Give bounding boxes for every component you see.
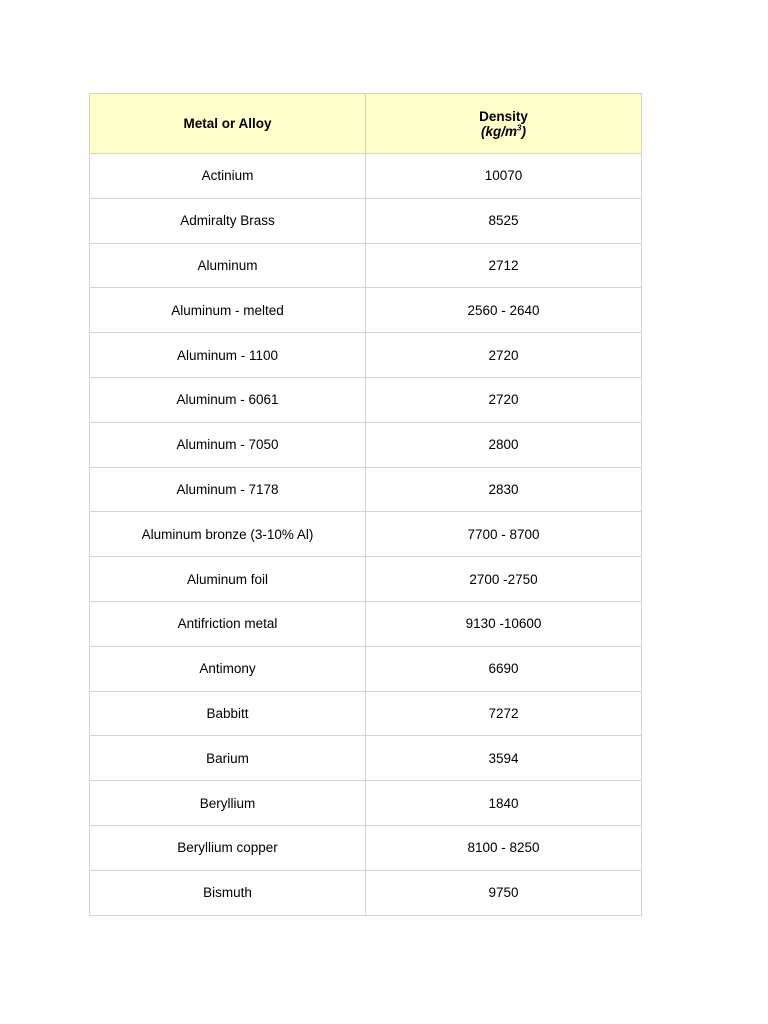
metal-cell: Aluminum - 6061: [90, 377, 366, 422]
metal-cell: Babbitt: [90, 691, 366, 736]
metal-cell: Barium: [90, 736, 366, 781]
header-row: [90, 94, 642, 154]
density-cell: 8100 - 8250: [366, 825, 642, 870]
metal-cell: Aluminum - melted: [90, 288, 366, 333]
table-header: [90, 94, 642, 154]
table-row: [90, 781, 642, 826]
density-table: [89, 93, 642, 916]
table-row: [90, 736, 642, 781]
metal-cell: Antifriction metal: [90, 601, 366, 646]
metal-cell: Aluminum foil: [90, 557, 366, 602]
table-row: [90, 512, 642, 557]
density-cell: 2712: [366, 243, 642, 288]
metal-cell: Aluminum - 7050: [90, 422, 366, 467]
table-row: [90, 467, 642, 512]
density-cell: 7272: [366, 691, 642, 736]
metal-cell: Aluminum - 7178: [90, 467, 366, 512]
unit-close: ): [521, 123, 526, 139]
table-row: [90, 691, 642, 736]
table-row: [90, 646, 642, 691]
metal-cell: Admiralty Brass: [90, 198, 366, 243]
density-cell: 6690: [366, 646, 642, 691]
density-cell: 3594: [366, 736, 642, 781]
table-row: [90, 333, 642, 378]
metal-cell: Beryllium: [90, 781, 366, 826]
metal-cell: Aluminum: [90, 243, 366, 288]
density-cell: 2830: [366, 467, 642, 512]
header-density-label: Density: [479, 108, 528, 124]
table-row: [90, 557, 642, 602]
density-cell: 9130 -10600: [366, 601, 642, 646]
density-cell: 9750: [366, 870, 642, 915]
metal-cell: Antimony: [90, 646, 366, 691]
density-cell: 2700 -2750: [366, 557, 642, 602]
density-cell: 10070: [366, 154, 642, 199]
metal-cell: Aluminum bronze (3-10% Al): [90, 512, 366, 557]
table-row: [90, 422, 642, 467]
table-row: [90, 198, 642, 243]
unit-exponent: 3: [517, 123, 522, 132]
table-row: [90, 825, 642, 870]
metal-cell: Actinium: [90, 154, 366, 199]
density-cell: 2720: [366, 333, 642, 378]
header-density-unit: [481, 124, 526, 139]
metal-cell: Aluminum - 1100: [90, 333, 366, 378]
table-row: [90, 377, 642, 422]
density-cell: 2560 - 2640: [366, 288, 642, 333]
density-cell: 1840: [366, 781, 642, 826]
density-cell: 8525: [366, 198, 642, 243]
table-row: [90, 870, 642, 915]
table-row: [90, 243, 642, 288]
table-body: [90, 154, 642, 916]
metal-cell: Bismuth: [90, 870, 366, 915]
density-cell: 2800: [366, 422, 642, 467]
density-cell: 2720: [366, 377, 642, 422]
table-row: [90, 288, 642, 333]
header-density: [366, 94, 642, 154]
table-row: [90, 154, 642, 199]
table-row: [90, 601, 642, 646]
metal-cell: Beryllium copper: [90, 825, 366, 870]
unit-open: (kg/m: [481, 123, 518, 139]
header-metal-label: Metal or Alloy: [183, 116, 272, 131]
header-metal-or-alloy: [90, 94, 366, 154]
density-cell: 7700 - 8700: [366, 512, 642, 557]
